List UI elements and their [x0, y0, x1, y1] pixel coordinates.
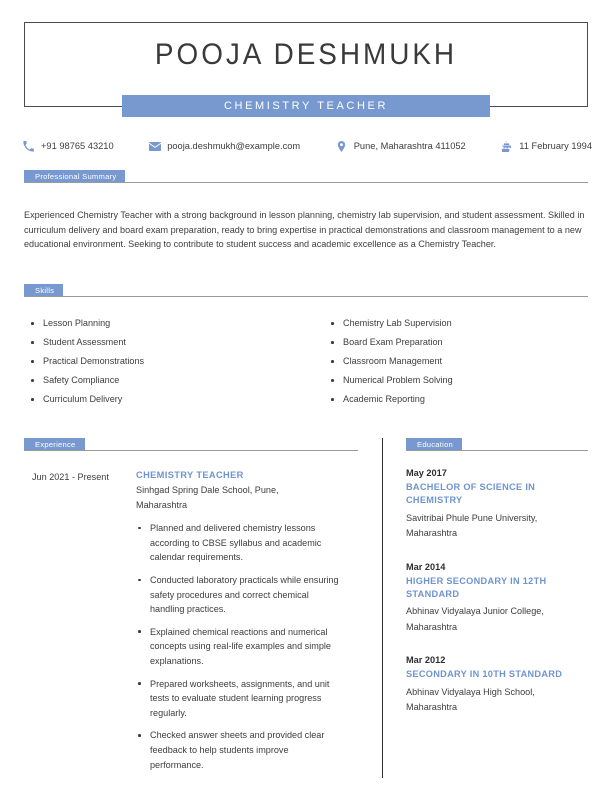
list-item: Student Assessment [24, 333, 306, 352]
experience-section-rule [24, 450, 358, 451]
list-item: Practical Demonstrations [24, 352, 306, 371]
skills-section [24, 284, 588, 404]
education-entry [406, 562, 588, 636]
education-section-header [406, 438, 588, 451]
education-degree: HIGHER SECONDARY IN 12TH STANDARD [406, 575, 547, 600]
education-school: Savitribai Phule Pune University, Maharashtra [406, 512, 538, 539]
experience-section [24, 438, 358, 770]
skills-column-left [24, 314, 306, 409]
summary-section-header [24, 170, 588, 183]
page-title: POOJA DESHMUKH [154, 38, 458, 71]
skills-section-rule [24, 296, 588, 297]
education-section-label: Education [406, 438, 462, 451]
birthday-cake-icon [500, 140, 513, 153]
experience-bullet-list [136, 521, 358, 772]
list-item: Classroom Management [324, 352, 588, 371]
column-divider [382, 438, 383, 778]
contact-row [22, 136, 592, 156]
job-title-band: CHEMISTRY TEACHER [122, 95, 490, 117]
professional-summary-section [24, 170, 588, 250]
experience-entry [24, 470, 358, 780]
contact-location [335, 140, 466, 153]
experience-section-label: Experience [24, 438, 85, 451]
experience-job-title: CHEMISTRY TEACHER [136, 470, 244, 480]
contact-email-text: pooja.deshmukh@example.com [167, 141, 301, 151]
list-item: Curriculum Delivery [24, 390, 306, 409]
education-section [406, 438, 588, 713]
education-degree: BACHELOR OF SCIENCE IN CHEMISTRY [406, 482, 536, 506]
skills-columns [24, 314, 588, 409]
list-item: Safety Compliance [24, 371, 306, 390]
education-entry [406, 655, 588, 715]
list-item: Planned and delivered chemistry lessons according to CBSE syllabus and academic calendar requirements. [136, 521, 340, 565]
education-school: Abhinav Vidyalaya Junior College, Maharashtra [406, 606, 544, 632]
list-item: Prepared worksheets, assignments, and unit tests to evaluate student learning progress regularly. [136, 677, 340, 721]
summary-section-label: Professional Summary [24, 170, 125, 183]
summary-section-rule [24, 182, 588, 183]
contact-phone-text: +91 98765 43210 [41, 141, 114, 151]
list-item: Chemistry Lab Supervision [324, 314, 588, 333]
education-date: May 2017 [406, 468, 447, 478]
list-item: Conducted laboratory practicals while ensuring safety procedures and correct chemical handling practices. [136, 573, 340, 617]
education-section-rule [406, 450, 588, 451]
experience-section-header [24, 438, 358, 451]
list-item: Explained chemical reactions and numerical concepts using real-life examples and simple explanations. [136, 625, 340, 669]
experience-date-range: Jun 2021 - Present [32, 472, 109, 482]
experience-details [136, 470, 358, 780]
skills-column-right [306, 314, 588, 409]
list-item: Board Exam Preparation [324, 333, 588, 352]
education-date: Mar 2014 [406, 561, 446, 572]
education-school: Abhinav Vidyalaya High School, Maharashtra [406, 686, 535, 713]
phone-icon [22, 140, 35, 153]
education-date: Mar 2012 [406, 655, 446, 666]
skills-section-label: Skills [24, 284, 63, 297]
list-item: Checked answer sheets and provided clear feedback to help students improve performance. [136, 728, 340, 772]
experience-organization: Sinhgad Spring Dale School, Pune, Maharashtra [136, 485, 279, 510]
education-entry-list [406, 468, 588, 735]
contact-location-text: Pune, Maharashtra 411052 [353, 141, 466, 151]
summary-body-text: Experienced Chemistry Teacher with a strong background in lesson planning, chemistry lab supervision, and student assessment. Skilled in curriculum delivery and board exam preparation, ready to bring expertise in practical demonstrations and classroom management to a new educational environment. Seeking to contribute to student success and academic excellence as a Chemistry Teacher. [24, 210, 585, 250]
list-item: Lesson Planning [24, 314, 306, 333]
skills-section-header [24, 284, 588, 297]
education-entry [406, 468, 588, 542]
location-pin-icon [335, 140, 348, 153]
education-degree: SECONDARY IN 10TH STANDARD [406, 669, 563, 680]
contact-birthday [500, 140, 592, 153]
list-item: Academic Reporting [324, 390, 588, 409]
list-item: Numerical Problem Solving [324, 371, 588, 390]
contact-phone [22, 140, 114, 153]
contact-email [148, 140, 300, 153]
contact-birthday-text: 11 February 1994 [519, 141, 592, 151]
email-icon [148, 140, 161, 153]
